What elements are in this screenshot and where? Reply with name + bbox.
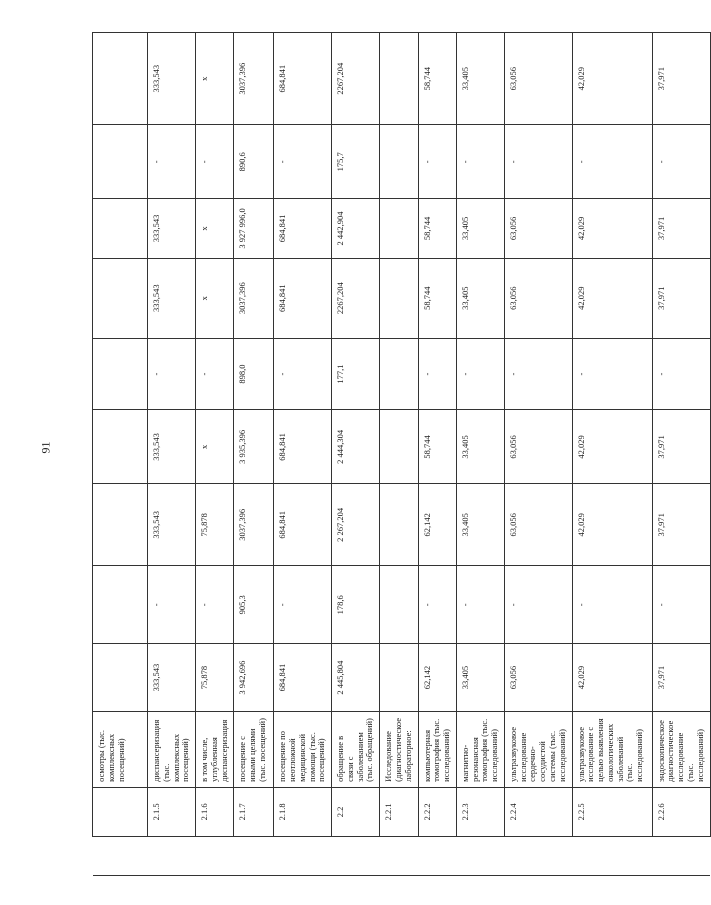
table-row — [572, 33, 652, 876]
value-cell: - — [456, 125, 504, 199]
value-cell: 2 444,304 — [332, 410, 380, 484]
value-cell: х — [196, 258, 234, 338]
blank-margin-cell — [418, 837, 456, 876]
value-cell — [380, 125, 418, 199]
blank-margin-cell — [572, 837, 652, 876]
row-name-cell: компьютерная томография (тыс. исследований) — [418, 711, 456, 787]
value-cell: 898,0 — [234, 338, 274, 410]
value-cell: 62,142 — [418, 484, 456, 566]
value-cell — [93, 484, 148, 566]
value-cell: - — [504, 338, 572, 410]
blank-margin-cell — [148, 837, 196, 876]
value-cell: 684,841 — [274, 199, 332, 258]
value-cell: 2 445,804 — [332, 644, 380, 712]
table-body — [93, 33, 711, 876]
value-cell: 3 927 996,0 — [234, 199, 274, 258]
blank-margin-cell — [456, 837, 504, 876]
value-cell: 333,543 — [148, 258, 196, 338]
value-cell: 37,971 — [652, 199, 710, 258]
value-cell: 2 442,904 — [332, 199, 380, 258]
row-number-cell: 2.2.5 — [572, 787, 652, 836]
value-cell: 684,841 — [274, 484, 332, 566]
value-cell: 58,744 — [418, 410, 456, 484]
value-cell: - — [418, 566, 456, 644]
value-cell: - — [652, 125, 710, 199]
value-cell — [380, 199, 418, 258]
row-number-cell: 2.2.1 — [380, 787, 418, 836]
value-cell — [380, 484, 418, 566]
table-row — [504, 33, 572, 876]
value-cell: - — [148, 338, 196, 410]
row-name-cell: ультразвуковое исследование сердечно-сосудистой системы (тыс. исследований) — [504, 711, 572, 787]
value-cell: х — [196, 410, 234, 484]
value-cell: 3037,396 — [234, 258, 274, 338]
row-name-cell: осмотры (тыс. комплексных посещений) — [93, 711, 148, 787]
table-row — [418, 33, 456, 876]
value-cell — [93, 125, 148, 199]
row-number-cell: 2.2 — [332, 787, 380, 836]
row-name-cell: посещение по неотложной медицинской помощи (тыс. посещений) — [274, 711, 332, 787]
row-name-cell: посещение с иными целями (тыс. посещений) — [234, 711, 274, 787]
blank-margin-cell — [93, 837, 148, 876]
value-cell: 37,971 — [652, 644, 710, 712]
value-cell: - — [196, 125, 234, 199]
value-cell — [93, 566, 148, 644]
value-cell: 37,971 — [652, 410, 710, 484]
value-cell: 63,056 — [504, 644, 572, 712]
value-cell: 62,142 — [418, 644, 456, 712]
value-cell: 63,056 — [504, 410, 572, 484]
rotated-table-area — [92, 32, 705, 876]
value-cell: 2267,204 — [332, 33, 380, 125]
value-cell: 905,3 — [234, 566, 274, 644]
value-cell: 333,543 — [148, 33, 196, 125]
row-name-cell: ультразвуковое исследование с целью выявления онкологических заболеваний (тыс. исследований) — [572, 711, 652, 787]
blank-margin-cell — [274, 837, 332, 876]
value-cell: 333,543 — [148, 199, 196, 258]
value-cell: 42,029 — [572, 644, 652, 712]
table-row — [380, 33, 418, 876]
blank-margin-cell — [332, 837, 380, 876]
value-cell: 2267,204 — [332, 258, 380, 338]
value-cell — [380, 566, 418, 644]
value-cell: 42,029 — [572, 410, 652, 484]
value-cell — [93, 410, 148, 484]
value-cell — [380, 33, 418, 125]
value-cell: 42,029 — [572, 258, 652, 338]
value-cell: - — [572, 338, 652, 410]
blank-margin-cell — [234, 837, 274, 876]
value-cell: 75,878 — [196, 484, 234, 566]
row-number-cell: 2.1.5 — [148, 787, 196, 836]
table-row — [196, 33, 234, 876]
value-cell: - — [418, 125, 456, 199]
value-cell: 33,405 — [456, 199, 504, 258]
value-cell: 178,6 — [332, 566, 380, 644]
value-cell: 177,1 — [332, 338, 380, 410]
blank-margin-cell — [652, 837, 710, 876]
row-number-cell — [93, 787, 148, 836]
value-cell: - — [418, 338, 456, 410]
value-cell: х — [196, 33, 234, 125]
value-cell: 58,744 — [418, 258, 456, 338]
value-cell: 42,029 — [572, 199, 652, 258]
value-cell — [93, 338, 148, 410]
value-cell: 63,056 — [504, 33, 572, 125]
value-cell — [93, 33, 148, 125]
table-rotator — [92, 32, 705, 876]
value-cell: 3 935,396 — [234, 410, 274, 484]
value-cell: - — [274, 338, 332, 410]
value-cell — [93, 258, 148, 338]
blank-margin-cell — [380, 837, 418, 876]
value-cell — [380, 644, 418, 712]
value-cell: - — [572, 566, 652, 644]
value-cell: 58,744 — [418, 199, 456, 258]
value-cell: - — [652, 566, 710, 644]
value-cell: - — [504, 566, 572, 644]
value-cell: 333,543 — [148, 644, 196, 712]
value-cell: 33,405 — [456, 33, 504, 125]
table-row — [93, 33, 148, 876]
row-name-cell: обращение в связи с заболеванием (тыс. обращений) — [332, 711, 380, 787]
value-cell: - — [196, 338, 234, 410]
value-cell: - — [572, 125, 652, 199]
value-cell: 175,7 — [332, 125, 380, 199]
row-number-cell: 2.2.3 — [456, 787, 504, 836]
value-cell — [93, 644, 148, 712]
table-row — [274, 33, 332, 876]
row-number-cell: 2.1.6 — [196, 787, 234, 836]
value-cell: 33,405 — [456, 484, 504, 566]
table-row — [332, 33, 380, 876]
data-table — [92, 32, 711, 876]
value-cell: 37,971 — [652, 484, 710, 566]
value-cell: 63,056 — [504, 258, 572, 338]
row-number-cell: 2.1.7 — [234, 787, 274, 836]
value-cell: - — [652, 338, 710, 410]
value-cell: 42,029 — [572, 484, 652, 566]
value-cell: - — [274, 566, 332, 644]
value-cell: 3 942,696 — [234, 644, 274, 712]
value-cell: 63,056 — [504, 199, 572, 258]
table-row — [148, 33, 196, 876]
value-cell: 890,6 — [234, 125, 274, 199]
value-cell: - — [456, 566, 504, 644]
value-cell: 37,971 — [652, 258, 710, 338]
value-cell: 3037,396 — [234, 484, 274, 566]
value-cell: 63,056 — [504, 484, 572, 566]
blank-margin-cell — [504, 837, 572, 876]
value-cell: 33,405 — [456, 258, 504, 338]
value-cell — [93, 199, 148, 258]
value-cell: 75,878 — [196, 644, 234, 712]
value-cell: 684,841 — [274, 644, 332, 712]
value-cell: 3037,396 — [234, 33, 274, 125]
table-row — [456, 33, 504, 876]
row-name-cell: диспансеризация (тыс. комплексных посещений) — [148, 711, 196, 787]
value-cell: 684,841 — [274, 258, 332, 338]
value-cell: 42,029 — [572, 33, 652, 125]
page-number: 91 — [38, 441, 53, 454]
value-cell: 333,543 — [148, 484, 196, 566]
row-number-cell: 2.2.4 — [504, 787, 572, 836]
value-cell: - — [456, 338, 504, 410]
value-cell: 2 267,204 — [332, 484, 380, 566]
value-cell: 333,543 — [148, 410, 196, 484]
value-cell: 37,971 — [652, 33, 710, 125]
value-cell: - — [274, 125, 332, 199]
value-cell: 33,405 — [456, 644, 504, 712]
value-cell: 684,841 — [274, 410, 332, 484]
value-cell: х — [196, 199, 234, 258]
row-number-cell: 2.1.8 — [274, 787, 332, 836]
value-cell — [380, 258, 418, 338]
value-cell: 58,744 — [418, 33, 456, 125]
value-cell: - — [148, 566, 196, 644]
value-cell: 33,405 — [456, 410, 504, 484]
row-name-cell: эндоскопическое диагностическое исследование (тыс. исследований) — [652, 711, 710, 787]
row-number-cell: 2.2.2 — [418, 787, 456, 836]
value-cell — [380, 410, 418, 484]
value-cell — [380, 338, 418, 410]
value-cell: - — [504, 125, 572, 199]
blank-margin-cell — [196, 837, 234, 876]
row-number-cell: 2.2.6 — [652, 787, 710, 836]
table-row — [234, 33, 274, 876]
row-name-cell: Исследование (диагностическое лабораторное: — [380, 711, 418, 787]
value-cell: - — [148, 125, 196, 199]
table-row — [652, 33, 710, 876]
row-name-cell: магнитно-резонансная томография (тыс. исследований) — [456, 711, 504, 787]
value-cell: 684,841 — [274, 33, 332, 125]
value-cell: - — [196, 566, 234, 644]
row-name-cell: в том числе, углубленная диспансеризация — [196, 711, 234, 787]
